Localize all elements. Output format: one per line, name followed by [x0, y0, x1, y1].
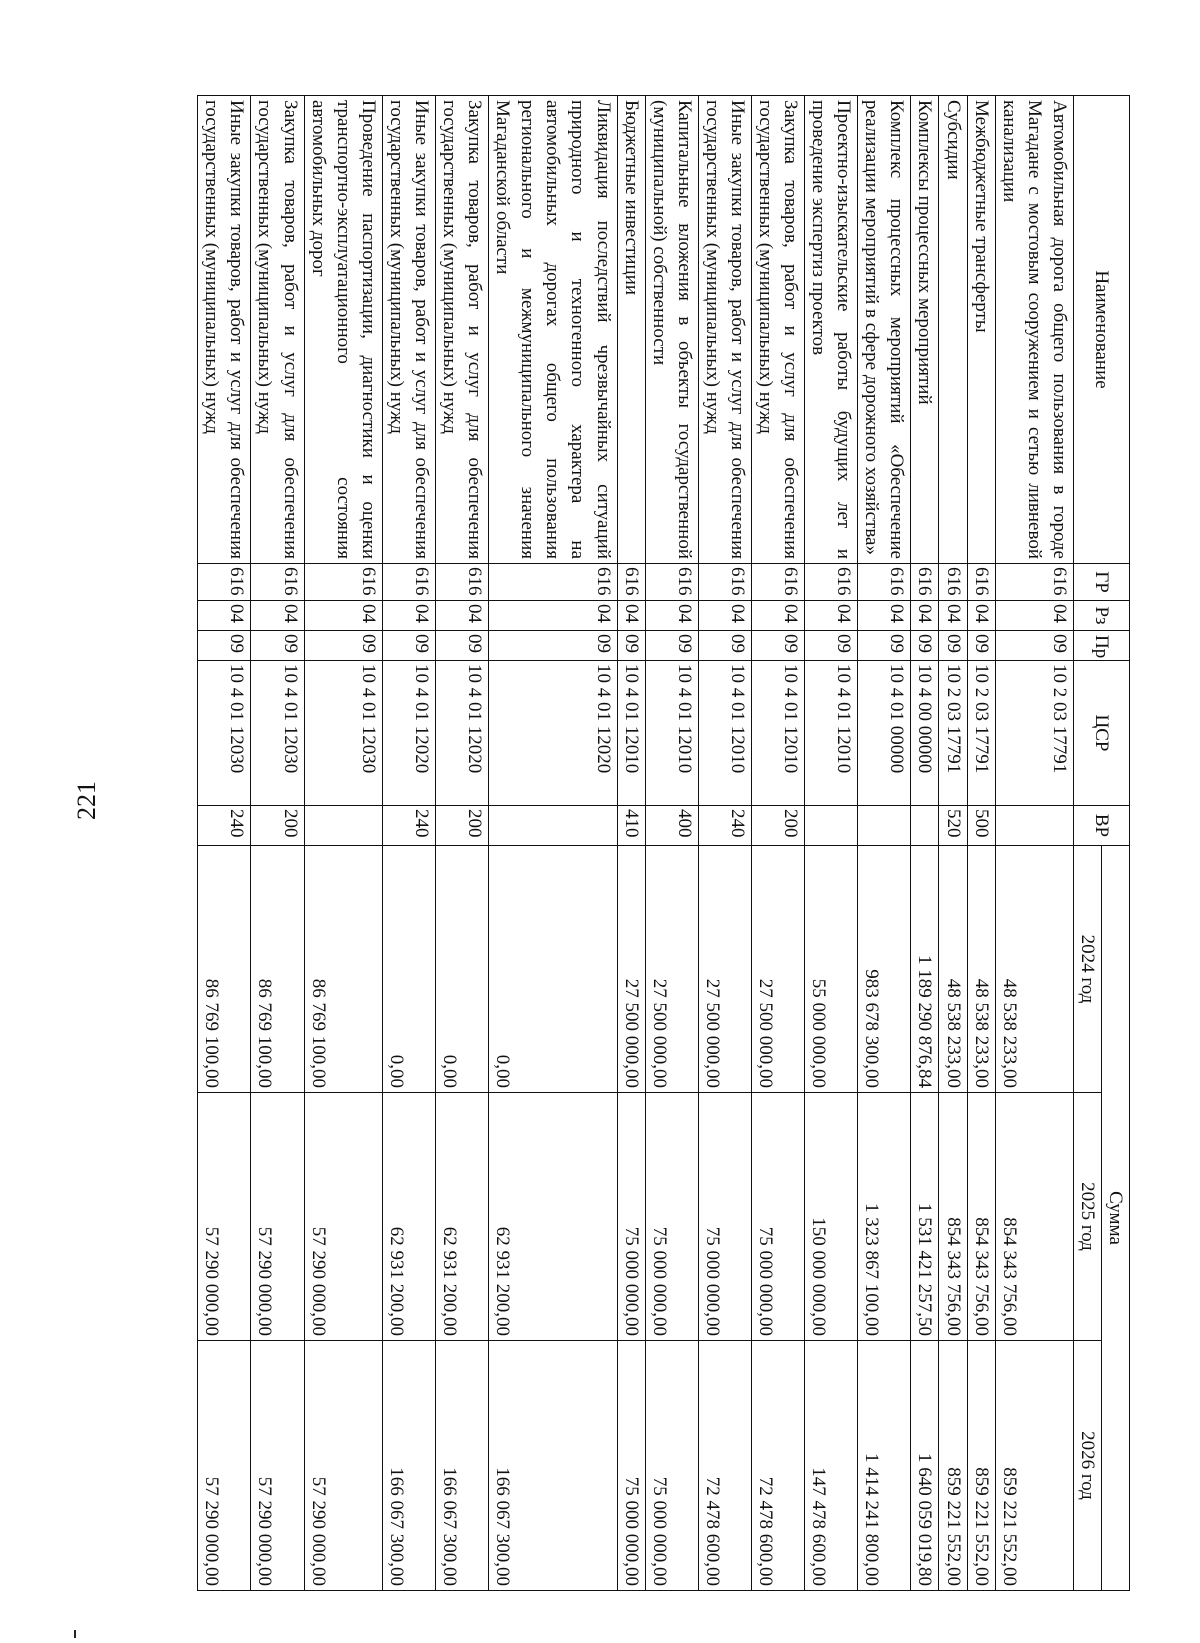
cell-name: Ликвидация последствий чрезвычайных ситуаций природного и техногенного характера на автомобильных дорогах общего пользования регионального и межмуниципального значения Магаданской области	[489, 96, 617, 564]
cell-csr: 10 4 01 12020	[489, 661, 617, 806]
cell-vr: 240	[698, 806, 751, 846]
cell-2026: 147 478 600,00	[805, 1341, 858, 1591]
cell-2024: 0,00	[382, 846, 435, 1093]
cell-2025: 854 343 756,00	[939, 1093, 967, 1341]
cell-gr: 616	[198, 564, 251, 601]
cell-gr: 616	[489, 564, 617, 601]
cell-csr: 10 4 01 12010	[698, 661, 751, 806]
cell-2025: 1 323 867 100,00	[858, 1093, 911, 1341]
cell-rz: 04	[698, 601, 751, 631]
cell-csr: 10 4 01 12030	[304, 661, 382, 806]
cell-pr: 09	[751, 631, 804, 661]
header-gr: ГР	[1073, 564, 1129, 601]
cell-vr	[304, 806, 382, 846]
cell-pr: 09	[967, 631, 995, 661]
cell-2026: 72 478 600,00	[751, 1341, 804, 1591]
cell-csr: 10 2 03 17791	[967, 661, 995, 806]
cell-name: Закупка товаров, работ и услуг для обеспечения государственных (муниципальных) нужд	[751, 96, 804, 564]
cell-2024: 27 500 000,00	[698, 846, 751, 1093]
cell-vr	[995, 806, 1073, 846]
cell-2024: 86 769 100,00	[304, 846, 382, 1093]
cell-gr: 616	[751, 564, 804, 601]
cell-rz: 04	[805, 601, 858, 631]
cell-rz: 04	[751, 601, 804, 631]
cell-2026: 859 221 552,00	[995, 1341, 1073, 1591]
cell-2026: 57 290 000,00	[304, 1341, 382, 1591]
cell-gr: 616	[967, 564, 995, 601]
cell-rz: 04	[858, 601, 911, 631]
cell-csr: 10 4 01 12030	[198, 661, 251, 806]
cell-2024: 1 189 290 876,84	[911, 846, 939, 1093]
cell-2025: 62 931 200,00	[382, 1093, 435, 1341]
cell-2025: 854 343 756,00	[967, 1093, 995, 1341]
table-row	[617, 96, 645, 1591]
cell-pr: 09	[995, 631, 1073, 661]
table-row	[751, 96, 804, 1591]
budget-table	[197, 95, 1130, 1591]
cell-pr: 09	[382, 631, 435, 661]
cell-vr	[911, 806, 939, 846]
cell-rz: 04	[995, 601, 1073, 631]
header-rz: Рз	[1073, 601, 1129, 631]
cell-2024: 48 538 233,00	[995, 846, 1073, 1093]
cell-pr: 09	[251, 631, 304, 661]
cell-name: Иные закупки товаров, работ и услуг для обеспечения государственных (муниципальных) нужд	[382, 96, 435, 564]
header-2024: 2024 год	[1073, 846, 1101, 1093]
cell-rz: 04	[939, 601, 967, 631]
cell-csr: 10 4 01 12030	[251, 661, 304, 806]
cell-2025: 57 290 000,00	[251, 1093, 304, 1341]
page-number: 221	[72, 781, 101, 820]
cell-name: Субсидии	[939, 96, 967, 564]
cell-2025: 1 531 421 257,50	[911, 1093, 939, 1341]
cell-vr: 400	[645, 806, 698, 846]
table-row	[858, 96, 911, 1591]
cell-csr: 10 4 01 12010	[617, 661, 645, 806]
table-row	[304, 96, 382, 1591]
cell-csr: 10 4 01 12010	[645, 661, 698, 806]
cell-2026: 72 478 600,00	[698, 1341, 751, 1591]
cell-2026: 166 067 300,00	[489, 1341, 617, 1591]
table-row	[489, 96, 617, 1591]
cell-csr: 10 2 03 17791	[939, 661, 967, 806]
table-row	[805, 96, 858, 1591]
header-pr: Пр	[1073, 631, 1129, 661]
cell-vr	[858, 806, 911, 846]
table-body	[198, 96, 1074, 1591]
cell-2026: 1 414 241 800,00	[858, 1341, 911, 1591]
header-sum: Сумма	[1101, 846, 1129, 1591]
rotated-table-wrapper	[80, 95, 1130, 1590]
cell-csr: 10 4 01 12020	[435, 661, 488, 806]
cell-rz: 04	[382, 601, 435, 631]
table-row	[967, 96, 995, 1591]
cell-2026: 57 290 000,00	[198, 1341, 251, 1591]
cell-2026: 75 000 000,00	[617, 1341, 645, 1591]
cell-gr: 616	[911, 564, 939, 601]
table-row	[382, 96, 435, 1591]
scan-mark	[74, 1630, 76, 1638]
cell-2024: 48 538 233,00	[939, 846, 967, 1093]
cell-2024: 27 500 000,00	[751, 846, 804, 1093]
cell-vr: 410	[617, 806, 645, 846]
cell-vr: 240	[198, 806, 251, 846]
table-row	[198, 96, 251, 1591]
cell-vr: 200	[251, 806, 304, 846]
cell-pr: 09	[939, 631, 967, 661]
cell-pr: 09	[435, 631, 488, 661]
cell-pr: 09	[858, 631, 911, 661]
cell-name: Иные закупки товаров, работ и услуг для обеспечения государственных (муниципальных) нужд	[198, 96, 251, 564]
cell-vr: 500	[967, 806, 995, 846]
cell-gr: 616	[805, 564, 858, 601]
cell-2024: 55 000 000,00	[805, 846, 858, 1093]
cell-2025: 75 000 000,00	[645, 1093, 698, 1341]
cell-pr: 09	[617, 631, 645, 661]
table-row	[698, 96, 751, 1591]
cell-rz: 04	[435, 601, 488, 631]
cell-name: Проектно-изыскательские работы будущих лет и проведение экспертиз проектов	[805, 96, 858, 564]
table-row	[251, 96, 304, 1591]
cell-2025: 854 343 756,00	[995, 1093, 1073, 1341]
cell-csr: 10 4 00 00000	[911, 661, 939, 806]
header-csr: ЦСР	[1073, 661, 1129, 806]
cell-2026: 1 640 059 019,80	[911, 1341, 939, 1591]
cell-2026: 859 221 552,00	[939, 1341, 967, 1591]
header-name: Наименование	[1073, 96, 1129, 564]
cell-name: Бюджетные инвестиции	[617, 96, 645, 564]
cell-gr: 616	[698, 564, 751, 601]
cell-rz: 04	[251, 601, 304, 631]
cell-2024: 48 538 233,00	[967, 846, 995, 1093]
table-row	[939, 96, 967, 1591]
cell-name: Комплексы процессных мероприятий	[911, 96, 939, 564]
header-vr: ВР	[1073, 806, 1129, 846]
cell-2025: 62 931 200,00	[435, 1093, 488, 1341]
cell-gr: 616	[435, 564, 488, 601]
cell-gr: 616	[304, 564, 382, 601]
cell-gr: 616	[858, 564, 911, 601]
cell-pr: 09	[304, 631, 382, 661]
cell-2026: 859 221 552,00	[967, 1341, 995, 1591]
cell-2025: 150 000 000,00	[805, 1093, 858, 1341]
cell-rz: 04	[967, 601, 995, 631]
cell-2024: 86 769 100,00	[251, 846, 304, 1093]
cell-2026: 57 290 000,00	[251, 1341, 304, 1591]
cell-rz: 04	[911, 601, 939, 631]
cell-gr: 616	[382, 564, 435, 601]
cell-pr: 09	[805, 631, 858, 661]
header-row	[1101, 96, 1129, 1591]
cell-name: Иные закупки товаров, работ и услуг для обеспечения государственных (муниципальных) нужд	[698, 96, 751, 564]
cell-vr: 200	[435, 806, 488, 846]
cell-name: Межбюджетные трансферты	[967, 96, 995, 564]
cell-rz: 04	[617, 601, 645, 631]
cell-rz: 04	[304, 601, 382, 631]
cell-2024: 983 678 300,00	[858, 846, 911, 1093]
header-2026: 2026 год	[1073, 1341, 1101, 1591]
cell-rz: 04	[198, 601, 251, 631]
cell-2024: 0,00	[435, 846, 488, 1093]
cell-name: Закупка товаров, работ и услуг для обеспечения государственных (муниципальных) нужд	[435, 96, 488, 564]
cell-csr: 10 4 01 12010	[805, 661, 858, 806]
cell-2026: 166 067 300,00	[435, 1341, 488, 1591]
cell-pr: 09	[489, 631, 617, 661]
cell-name: Проведение паспортизации, диагностики и оценки транспортно-эксплуатационного состояния автомобильных дорог	[304, 96, 382, 564]
cell-gr: 616	[939, 564, 967, 601]
cell-2024: 27 500 000,00	[617, 846, 645, 1093]
cell-gr: 616	[995, 564, 1073, 601]
cell-csr: 10 4 01 00000	[858, 661, 911, 806]
table-row	[645, 96, 698, 1591]
cell-gr: 616	[645, 564, 698, 601]
cell-vr	[489, 806, 617, 846]
cell-csr: 10 2 03 17791	[995, 661, 1073, 806]
cell-2025: 57 290 000,00	[304, 1093, 382, 1341]
cell-pr: 09	[911, 631, 939, 661]
cell-pr: 09	[698, 631, 751, 661]
cell-2026: 166 067 300,00	[382, 1341, 435, 1591]
cell-2024: 27 500 000,00	[645, 846, 698, 1093]
cell-vr: 520	[939, 806, 967, 846]
cell-vr	[805, 806, 858, 846]
cell-gr: 616	[617, 564, 645, 601]
cell-2025: 75 000 000,00	[751, 1093, 804, 1341]
cell-2024: 86 769 100,00	[198, 846, 251, 1093]
cell-name: Капитальные вложения в объекты государственной (муниципальной) собственности	[645, 96, 698, 564]
cell-gr: 616	[251, 564, 304, 601]
cell-2025: 57 290 000,00	[198, 1093, 251, 1341]
cell-2025: 75 000 000,00	[617, 1093, 645, 1341]
cell-2026: 75 000 000,00	[645, 1341, 698, 1591]
cell-vr: 240	[382, 806, 435, 846]
cell-csr: 10 4 01 12020	[382, 661, 435, 806]
cell-rz: 04	[489, 601, 617, 631]
cell-2025: 62 931 200,00	[489, 1093, 617, 1341]
cell-2024: 0,00	[489, 846, 617, 1093]
table-row	[911, 96, 939, 1591]
header-2025: 2025 год	[1073, 1093, 1101, 1341]
cell-name: Автомобильная дорога общего пользования в городе Магадане с мостовым сооружением и сетью ливневой канализации	[995, 96, 1073, 564]
cell-pr: 09	[198, 631, 251, 661]
table-row	[435, 96, 488, 1591]
cell-csr: 10 4 01 12010	[751, 661, 804, 806]
cell-rz: 04	[645, 601, 698, 631]
table-row	[995, 96, 1073, 1591]
cell-2025: 75 000 000,00	[698, 1093, 751, 1341]
cell-name: Комплекс процессных мероприятий «Обеспечение реализации мероприятий в сфере дорожного хозяйства»	[858, 96, 911, 564]
cell-vr: 200	[751, 806, 804, 846]
cell-name: Закупка товаров, работ и услуг для обеспечения государственных (муниципальных) нужд	[251, 96, 304, 564]
cell-pr: 09	[645, 631, 698, 661]
